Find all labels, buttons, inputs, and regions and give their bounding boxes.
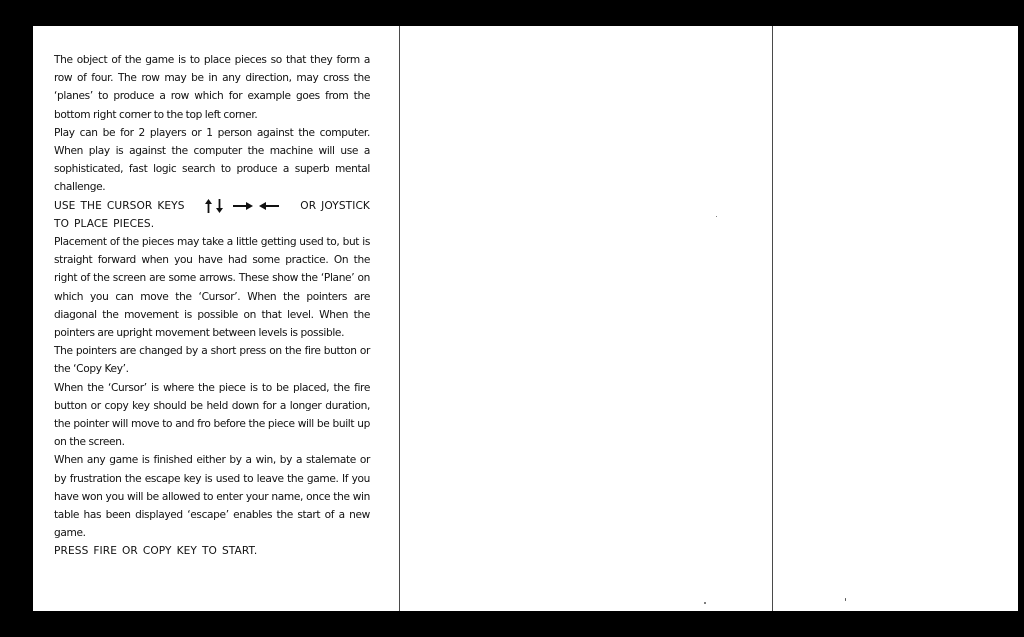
scan-speck bbox=[716, 216, 717, 217]
paragraph-players: Play can be for 2 players or 1 person against the computer. When play is against the computer the machine will use a sophisticated, fast logic search to produce a superb mental challenge. bbox=[54, 126, 370, 194]
instructions-panel bbox=[54, 51, 370, 561]
cursor-keys-line bbox=[54, 197, 370, 215]
paragraph-finish: When any game is finished either by a win, by a stalemate or by frustration the escape key is used to leave the game. If you have won you will be allowed to enter your name, once the win table has been displayed ‘escape’ enables the start of a new game. bbox=[54, 454, 370, 540]
paragraph-pointers: The pointers are changed by a short press on the fire button or the ‘Copy Key’. bbox=[54, 345, 370, 376]
arrow-up-icon bbox=[205, 199, 212, 213]
arrow-left-icon bbox=[259, 202, 279, 210]
scan-speck bbox=[704, 602, 706, 604]
cursor-keys-line-2: TO PLACE PIECES. bbox=[54, 217, 155, 230]
paragraph-cursor-place: When the ‘Cursor’ is where the piece is to be placed, the fire button or copy key should be held down for a longer duration, the pointer will move to and fro before the piece will be built up on the screen. bbox=[54, 381, 370, 449]
scan-speck bbox=[845, 598, 846, 601]
paragraph-object: The object of the game is to place pieces so that they form a row of four. The row may be in any direction, may cross the ‘planes’ to produce a row which for example goes from the bottom right corner to the top left corner. bbox=[54, 54, 370, 121]
cursor-keys-prefix: USE THE CURSOR KEYS bbox=[54, 199, 185, 212]
arrow-right-icon bbox=[233, 202, 253, 210]
cursor-arrows bbox=[205, 199, 279, 213]
start-instruction: PRESS FIRE OR COPY KEY TO START. bbox=[54, 545, 258, 558]
paragraph-placement: Placement of the pieces may take a little getting used to, but is straight forward when you have had some practice. On the right of the screen are some arrows. These show the ‘Plane’ on which you can move the ‘Cursor’. When the pointers are diagonal the movement is possible on that level. When the pointers are upright movement between levels is possible. bbox=[54, 236, 370, 340]
fold-line bbox=[772, 26, 773, 611]
arrow-down-icon bbox=[216, 199, 223, 213]
inlay-sheet bbox=[33, 26, 1018, 611]
cursor-keys-suffix: OR JOYSTICK bbox=[300, 199, 370, 212]
fold-line bbox=[399, 26, 400, 611]
